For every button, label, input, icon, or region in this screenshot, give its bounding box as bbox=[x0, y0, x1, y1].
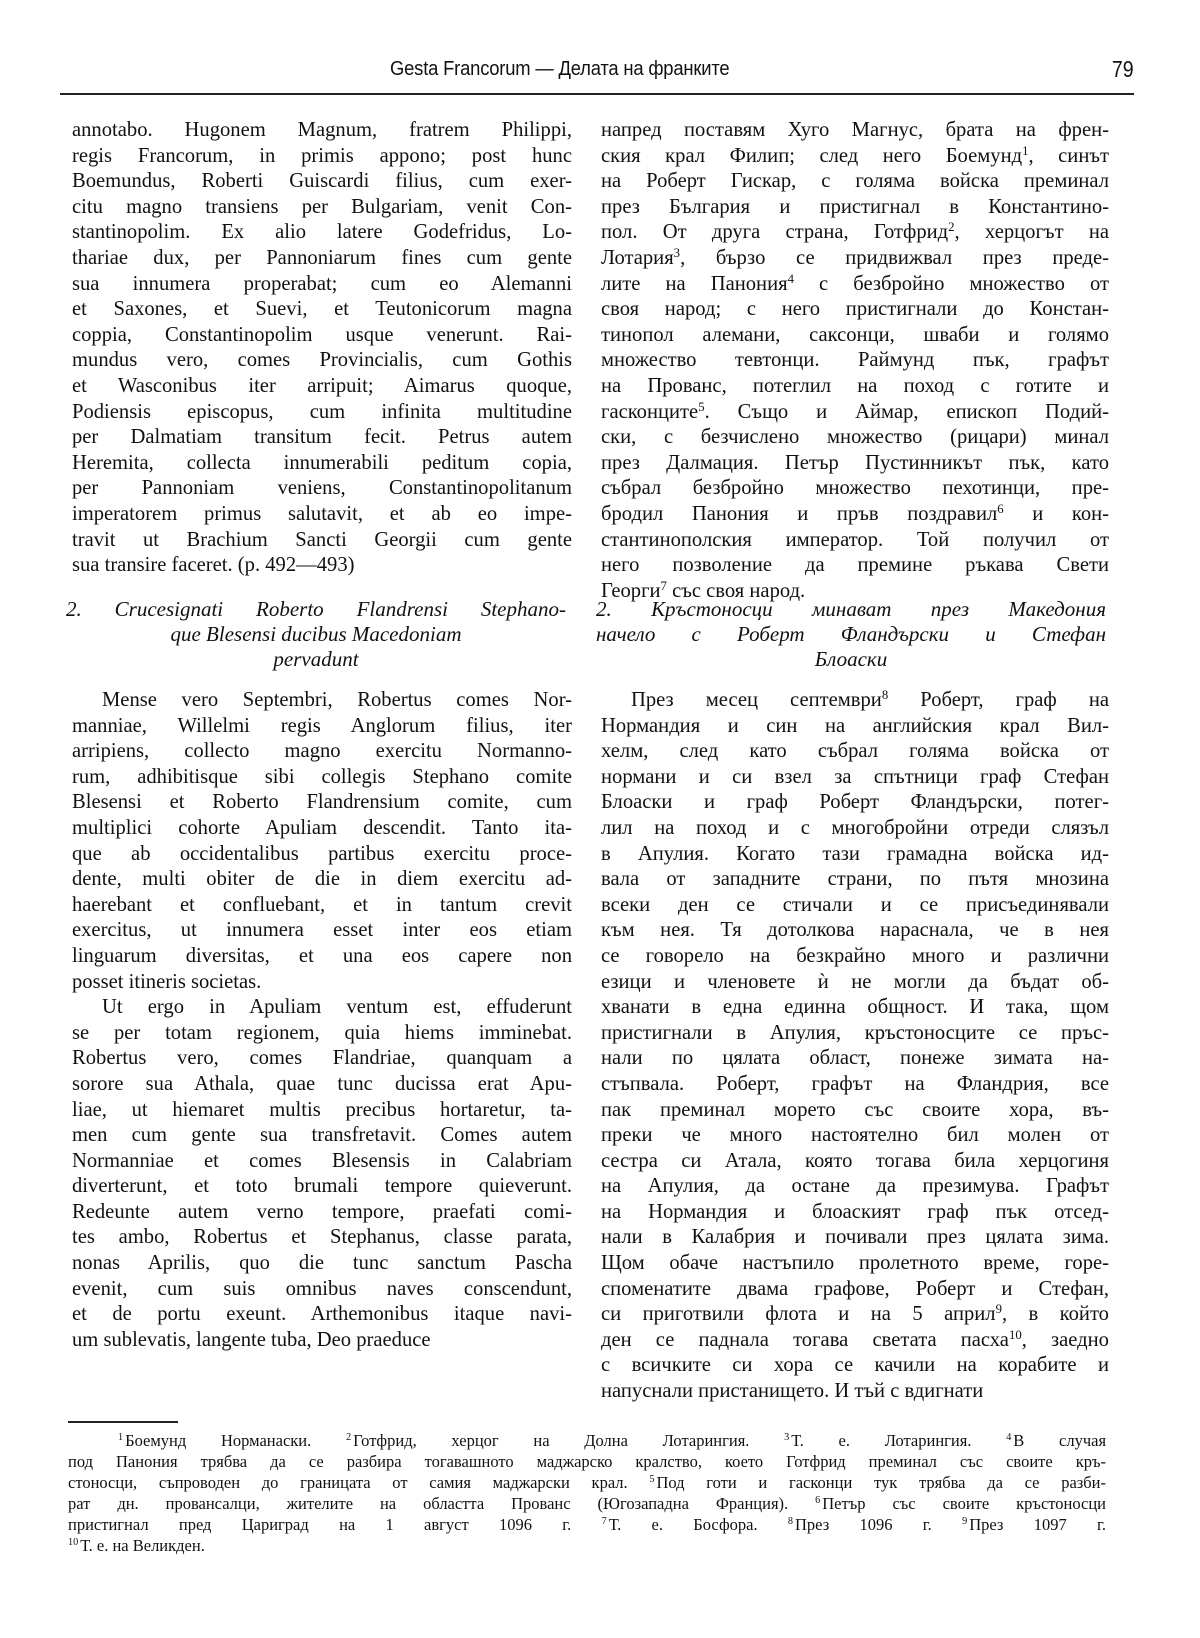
footnote-reference[interactable]: 5 bbox=[698, 399, 705, 414]
footnote-text: пристигнал пред Цариград на 1 август 1096 г. bbox=[68, 1515, 572, 1534]
footnote-text: Боемунд Норманаски. bbox=[125, 1431, 312, 1450]
text-line bbox=[601, 272, 1109, 298]
text-run: си приготвили флота и на 5 април bbox=[601, 1303, 996, 1326]
text-line bbox=[601, 1174, 1109, 1200]
text-line bbox=[601, 1200, 1109, 1226]
footnote-text: рат дн. провансалци, жителите на областта Прованс (Югозападна Франция). bbox=[68, 1494, 789, 1513]
text-run: Нормандия и син на английския крал Вил- bbox=[601, 714, 1109, 737]
text-run: През месец септември bbox=[631, 689, 882, 711]
text-run: тинопол алемани, саксонци, шваби и голямо bbox=[601, 323, 1109, 346]
text-run: с безбройно множество от bbox=[793, 272, 1109, 295]
text-line: multiplici cohorte Apuliam descendit. Tanto ita- bbox=[72, 816, 572, 839]
text-run: Блоаски и граф Роберт Фландърски, потег- bbox=[601, 791, 1109, 814]
text-line bbox=[601, 451, 1109, 477]
bulgarian-heading-line: Блоаски bbox=[814, 647, 888, 671]
footnote-reference[interactable]: 4 bbox=[787, 271, 794, 286]
footnote bbox=[602, 1515, 758, 1534]
text-run: преки че много настоятелно бил молен от bbox=[601, 1124, 1109, 1147]
text-line: se per totam regionem, quia hiems imminebat. bbox=[72, 1021, 572, 1044]
latin-section-heading bbox=[66, 597, 566, 672]
text-line: annotabo. Hugonem Magnum, fratrem Philippi, bbox=[72, 119, 572, 141]
text-line bbox=[601, 1098, 1109, 1124]
bulgarian-text-top bbox=[601, 118, 1109, 604]
footnote bbox=[68, 1473, 628, 1492]
text-line bbox=[601, 246, 1109, 272]
footnote-reference[interactable]: 1 bbox=[1022, 143, 1029, 158]
text-run: своя народ; с него пристигнали до Констан- bbox=[601, 298, 1109, 321]
text-run: ския крал Филип; след него Боемунд bbox=[601, 144, 1023, 167]
text-line bbox=[601, 220, 1109, 246]
text-line: per Dalmatiam transitum fecit. Petrus autem bbox=[72, 426, 572, 449]
footnote-reference[interactable]: 9 bbox=[995, 1302, 1002, 1317]
page-number: 79 bbox=[1112, 56, 1134, 82]
text-line bbox=[601, 400, 1109, 426]
text-line: et Wasconibus iter arripuit; Aimarus quoque, bbox=[72, 374, 572, 397]
text-run: Георги bbox=[601, 579, 661, 602]
footnote-number: 1 bbox=[118, 1432, 124, 1444]
text-line bbox=[601, 893, 1109, 919]
text-line: Podiensis episcopus, cum infinita multitudine bbox=[72, 400, 572, 423]
footnote-rule bbox=[68, 1421, 178, 1423]
text-line bbox=[601, 739, 1109, 765]
text-line: manniae, Willelmi regis Anglorum filius, iter bbox=[72, 714, 572, 737]
text-run: към нея. Тя дотолкова нараснала, че в нея bbox=[601, 919, 1109, 942]
text-run: Лотария bbox=[601, 246, 674, 269]
text-run: на Роберт Гискар, с голяма войска преминал bbox=[601, 170, 1109, 193]
footnote-text: През 1096 г. bbox=[795, 1515, 932, 1534]
latin-heading-line: pervadunt bbox=[273, 647, 359, 671]
text-line bbox=[601, 553, 1109, 579]
text-line: Boemundus, Roberti Guiscardi filius, cum exer- bbox=[72, 170, 572, 193]
text-line bbox=[601, 1328, 1109, 1354]
footnote-text: под Панония трябва да се разбира тогавашното маджарско кралство, което Готфрид преминал със своите кръ- bbox=[68, 1452, 1106, 1471]
footnote-text: Готфрид, херцог на Долна Лотарингия. bbox=[353, 1431, 750, 1450]
text-line: men cum gente sua transfretavit. Comes autem bbox=[72, 1124, 572, 1147]
latin-heading-line: 2. Crucesignati Roberto Flandrensi Stephano- bbox=[66, 597, 566, 621]
footnote bbox=[346, 1431, 749, 1450]
footnote bbox=[815, 1494, 1106, 1513]
text-line bbox=[601, 842, 1109, 868]
text-run: напуснали пристанището. И тъй с вдигнати bbox=[601, 1380, 984, 1403]
text-line: rum, adhibitisque sibi collegis Stephano comite bbox=[72, 765, 572, 788]
footnote bbox=[68, 1494, 788, 1513]
text-run: със своя народ. bbox=[666, 579, 806, 602]
footnote-line bbox=[68, 1535, 1106, 1556]
text-line bbox=[601, 323, 1109, 349]
text-line bbox=[601, 1277, 1109, 1303]
footnote-line bbox=[68, 1451, 1106, 1472]
text-line bbox=[601, 867, 1109, 893]
text-run: нали в Калабрия и почивали през цялата зима. bbox=[601, 1226, 1109, 1249]
text-line: haerebant et confluebant, et in tantum crevit bbox=[72, 893, 572, 916]
text-run: ден се паднала тогава светата пасха bbox=[601, 1328, 1009, 1351]
text-run: , синът bbox=[1028, 144, 1109, 167]
text-run: вала от западните страни, по пътя мнозина bbox=[601, 868, 1109, 891]
text-run: пол. От друга страна, Готфрид bbox=[601, 221, 949, 244]
text-run: пак преминал морето със своите хора, въ- bbox=[601, 1098, 1109, 1121]
footnote-number: 7 bbox=[601, 1516, 607, 1528]
text-run: множество тевтонци. Раймунд пък, графът bbox=[601, 349, 1109, 372]
text-line bbox=[601, 790, 1109, 816]
latin-heading-line: que Blesensi ducibus Macedoniam bbox=[170, 622, 462, 646]
footnote-reference[interactable]: 3 bbox=[673, 245, 681, 260]
text-line: linguarum diversitas, et una eos capere non bbox=[72, 944, 572, 967]
text-line: posset itineris societas. bbox=[72, 970, 262, 993]
text-line: et de portu exeunt. Arthemonibus itaque navi- bbox=[72, 1303, 572, 1326]
text-run: хванати в една единна общност. И така, щом bbox=[601, 996, 1109, 1019]
footnote bbox=[68, 1452, 1106, 1471]
bulgarian-heading-line: начело с Роберт Фландърски и Стефан bbox=[596, 622, 1106, 646]
text-run: стантинополския император. Той получил от bbox=[601, 528, 1109, 551]
text-line: Ut ergo in Apuliam ventum est, effuderunt bbox=[102, 996, 572, 1019]
text-run: на Нормандия и блоаският граф пък отсед- bbox=[601, 1200, 1109, 1223]
text-line: liae, ut hiemaret multis precibus hortaretur, ta- bbox=[72, 1098, 572, 1121]
text-line: mundus vero, comes Provincialis, cum Gothis bbox=[72, 349, 572, 372]
footnote-reference[interactable]: 2 bbox=[948, 220, 955, 235]
text-line bbox=[601, 970, 1109, 996]
footnote-line bbox=[68, 1430, 1106, 1451]
latin-text-section2 bbox=[72, 688, 572, 1353]
text-run: напред поставям Хуго Магнус, брата на френ- bbox=[601, 119, 1109, 141]
text-line bbox=[601, 1251, 1109, 1277]
text-run: всеки ден се стичали и се присъединявали bbox=[601, 893, 1109, 916]
text-line: et Saxones, et Suevi, et Teutonicorum magna bbox=[72, 298, 572, 321]
text-line: arripiens, collecto magno exercitu Normanno- bbox=[72, 740, 572, 763]
text-line: Mense vero Septembri, Robertus comes Nor- bbox=[102, 689, 572, 711]
text-run: , в който bbox=[1001, 1303, 1109, 1326]
text-run: нормани и си взел за спътници граф Стефан bbox=[601, 765, 1109, 788]
footnote-number: 4 bbox=[1006, 1432, 1012, 1444]
text-line: citu magno transiens per Bulgariam, venit Con- bbox=[72, 195, 572, 218]
text-line bbox=[601, 816, 1109, 842]
text-line bbox=[601, 1123, 1109, 1149]
text-line: sorore sua Athala, quae tunc ducissa erat Apu- bbox=[72, 1072, 572, 1095]
text-line: Normanniae et comes Blesensis in Calabriam bbox=[72, 1149, 572, 1172]
footnote-line bbox=[68, 1514, 1106, 1535]
text-line: tes ambo, Robertus et Stephanus, classe parata, bbox=[72, 1226, 572, 1249]
footnote-number: 8 bbox=[787, 1516, 793, 1528]
text-run: нали по цялата област, понеже зимата на- bbox=[601, 1047, 1109, 1070]
text-line bbox=[601, 1353, 1109, 1379]
latin-text-top bbox=[72, 118, 572, 579]
text-run: споменатите двама графове, Роберт и Стефан, bbox=[601, 1277, 1109, 1300]
text-line bbox=[601, 169, 1109, 195]
text-run: Роберт, граф на bbox=[888, 689, 1109, 711]
text-run: стъпвала. Роберт, графът на Фландрия, все bbox=[601, 1072, 1109, 1095]
text-line bbox=[601, 1149, 1109, 1175]
text-run: през Далмация. Петър Пустинникът пък, като bbox=[601, 451, 1109, 474]
bulgarian-text-section2 bbox=[601, 688, 1109, 1405]
text-run: , бързо се придвижвал през преде- bbox=[680, 246, 1109, 269]
text-line bbox=[601, 1225, 1109, 1251]
text-line: Redeunte autem verno tempore, praefati comi- bbox=[72, 1200, 572, 1223]
footnote bbox=[68, 1515, 571, 1534]
text-run: . Също и Аймар, епископ Подий- bbox=[704, 400, 1109, 423]
text-run: лите на Панония bbox=[601, 272, 788, 295]
text-line bbox=[601, 374, 1109, 400]
footnote bbox=[118, 1431, 311, 1450]
footnote-text: Под готи и гасконци тук трябва да се разби- bbox=[656, 1473, 1107, 1492]
text-run: бродил Панония и пръв поздравил bbox=[601, 502, 998, 525]
bulgarian-paragraph bbox=[601, 118, 1109, 604]
footnote-reference[interactable]: 10 bbox=[1008, 1327, 1022, 1342]
text-line bbox=[601, 688, 1109, 714]
footnote-text: В случая bbox=[1013, 1431, 1107, 1450]
text-run: на Прованс, потеглил на поход с готите и bbox=[601, 374, 1109, 397]
bulgarian-paragraph bbox=[601, 688, 1109, 1405]
text-run: сестра си Атала, която тогава била херцогиня bbox=[601, 1149, 1109, 1172]
text-run: Щом обаче настъпило пролетното време, горе- bbox=[601, 1252, 1109, 1275]
text-line: Robertus vero, comes Flandriae, quanquam a bbox=[72, 1047, 572, 1070]
text-run: се говорело на безкрайно много и различни bbox=[601, 944, 1109, 967]
text-line: nonas Aprilis, quo die tunc sanctum Pascha bbox=[72, 1252, 572, 1275]
text-line: um sublevatis, langente tuba, Deo praeduce bbox=[72, 1328, 431, 1351]
footnote-text: Петър със своите кръстоносци bbox=[822, 1494, 1107, 1513]
running-title: Gesta Francorum — Делата на франките bbox=[390, 58, 730, 80]
text-run: събрал безбройно множество пехотинци, пре- bbox=[601, 477, 1109, 500]
text-line: Blesensi et Roberto Flandrensium comite, cum bbox=[72, 791, 572, 814]
text-line: per Pannoniam veniens, Constantinopolitanum bbox=[72, 477, 572, 500]
footnote-number: 9 bbox=[962, 1516, 968, 1528]
bulgarian-heading-line: 2. Кръстоносци минават през Македония bbox=[596, 597, 1106, 621]
text-line: stantinopolim. Ex alio latere Godefridus, Lo- bbox=[72, 221, 572, 244]
text-run: на Апулия, да остане да презимува. Графът bbox=[601, 1175, 1109, 1198]
footnote-text: Т. е. Лотарингия. bbox=[791, 1431, 972, 1450]
text-run: езици и членовете ѝ не могли да бъдат об- bbox=[601, 970, 1109, 993]
text-run: , заедно bbox=[1021, 1328, 1109, 1351]
footnote-line bbox=[68, 1493, 1106, 1514]
text-run: него позволение да премине ръкава Свети bbox=[601, 554, 1109, 577]
text-line bbox=[601, 348, 1109, 374]
text-line bbox=[601, 528, 1109, 554]
footnote-reference[interactable]: 7 bbox=[660, 578, 667, 593]
text-line bbox=[601, 944, 1109, 970]
text-line bbox=[601, 1046, 1109, 1072]
footnote bbox=[784, 1431, 971, 1450]
text-line bbox=[601, 1021, 1109, 1047]
text-line: evenit, cum suis omnibus naves conscendunt, bbox=[72, 1277, 572, 1300]
text-line: diverterunt, et toto brumali tempore quieverunt. bbox=[72, 1175, 572, 1198]
footnote-reference[interactable]: 8 bbox=[881, 687, 889, 702]
text-line bbox=[601, 476, 1109, 502]
latin-paragraph bbox=[72, 995, 572, 1353]
footnote-reference[interactable]: 6 bbox=[997, 501, 1004, 516]
text-run: през България и пристигнал в Константино- bbox=[601, 195, 1109, 218]
text-run: в Апулия. Когато тази грамадна войска ид- bbox=[601, 842, 1109, 865]
footnote-number: 2 bbox=[345, 1432, 352, 1444]
footnote-number: 6 bbox=[815, 1495, 821, 1507]
text-line bbox=[601, 502, 1109, 528]
footnote-number: 5 bbox=[649, 1474, 655, 1486]
text-line: coppia, Constantinopolim usque venerunt. Rai- bbox=[72, 323, 572, 346]
footnote bbox=[1006, 1431, 1106, 1450]
text-line: travit ut Brachium Sancti Georgii cum gente bbox=[72, 528, 572, 551]
text-line bbox=[601, 425, 1109, 451]
text-line: dente, multi obiter de die in diem exercitu ad- bbox=[72, 868, 572, 891]
footnote bbox=[788, 1515, 932, 1534]
text-run: и кон- bbox=[1003, 502, 1110, 525]
text-run: с всичките си хора се качили на корабите и bbox=[601, 1354, 1109, 1377]
text-line bbox=[601, 297, 1109, 323]
text-line: thariae dux, per Pannoniarum fines cum gente bbox=[72, 246, 572, 269]
footnote-number: 10 bbox=[68, 1537, 79, 1549]
text-run: лил на поход и с многобройни отреди слязъл bbox=[601, 816, 1109, 839]
text-line: sua innumera properabat; cum eo Alemanni bbox=[72, 272, 572, 295]
latin-paragraph bbox=[72, 688, 572, 995]
text-line: exercitus, ut innumera esset inter eos etiam bbox=[72, 919, 572, 942]
text-line bbox=[601, 118, 1109, 144]
page-header bbox=[60, 58, 1134, 92]
footnote-text: През 1097 г. bbox=[969, 1515, 1107, 1534]
footnote-line bbox=[68, 1472, 1106, 1493]
footnote bbox=[649, 1473, 1106, 1492]
footnote-number: 3 bbox=[784, 1432, 790, 1444]
text-line bbox=[601, 714, 1109, 740]
text-line: regis Francorum, in primis appono; post hunc bbox=[72, 144, 572, 167]
footnote-text: стоносци, съпроводен до границата от самия маджарски крал. bbox=[68, 1473, 628, 1492]
footnote-text: Т. е. Босфора. bbox=[608, 1515, 758, 1534]
text-line bbox=[601, 995, 1109, 1021]
bulgarian-section-heading bbox=[596, 597, 1106, 672]
text-line bbox=[601, 1302, 1109, 1328]
footnote bbox=[962, 1515, 1106, 1534]
text-run: ски, с безчислено множество (рицари) минал bbox=[601, 426, 1109, 449]
latin-paragraph bbox=[72, 118, 572, 579]
footnotes bbox=[68, 1430, 1106, 1556]
text-line: Heremita, collecta innumerabili peditum copia, bbox=[72, 451, 572, 474]
text-run: хелм, след като събрал голяма войска от bbox=[601, 740, 1109, 763]
text-line: imperatorem primus salutavit, et ab eo impe- bbox=[72, 502, 572, 525]
text-line: que ab occidentalibus partibus exercitu proce- bbox=[72, 842, 572, 865]
text-run: , херцогът на bbox=[954, 221, 1109, 244]
text-line bbox=[601, 144, 1109, 170]
footnote bbox=[68, 1536, 205, 1555]
footnote-text: Т. е. на Великден. bbox=[80, 1536, 205, 1555]
text-line bbox=[601, 195, 1109, 221]
text-line bbox=[601, 1379, 1109, 1405]
text-line bbox=[601, 1072, 1109, 1098]
text-run: гасконците bbox=[601, 400, 699, 423]
text-run: пристигнали в Апулия, кръстоносците се пръс- bbox=[601, 1021, 1109, 1044]
text-line: sua transire faceret. (p. 492—493) bbox=[72, 554, 355, 577]
text-line bbox=[601, 765, 1109, 791]
text-line bbox=[601, 918, 1109, 944]
header-rule bbox=[60, 93, 1134, 95]
